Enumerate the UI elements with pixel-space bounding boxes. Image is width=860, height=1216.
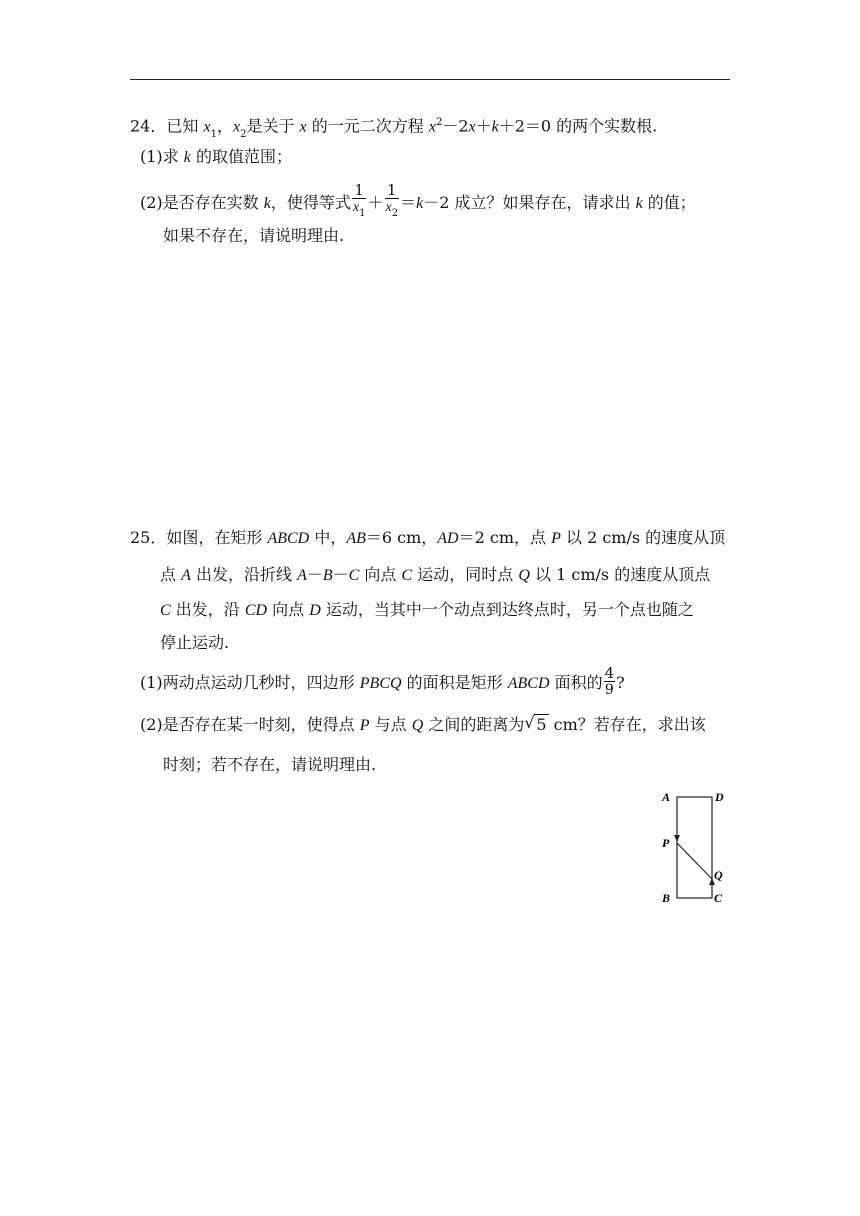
q25-part1: (1)两动点运动几秒时，四边形 PBCQ 的面积是矩形 ABCD 面积的 $\frac{4}{9}$ ? — [140, 664, 625, 698]
q25-part2-cont: 时刻；若不存在，请说明理由. — [163, 755, 377, 774]
label-P: P — [662, 836, 670, 850]
label-B: B — [662, 891, 671, 905]
q24-stem: 24．已知 $x_1$，$x_2$是关于 x 的一元二次方程 $x^2-2x+k+2=0$ 的两个实数根. — [130, 116, 658, 140]
rectangle-abcd — [677, 797, 712, 898]
fraction-4-over-9: $\frac{4}{9}$ — [604, 664, 615, 698]
label-D: D — [715, 790, 724, 804]
label-A: A — [662, 790, 671, 804]
q24-part2-cont: 如果不存在，请说明理由. — [163, 226, 345, 245]
q25-line1: 25．如图，在矩形 ABCD 中，AB＝6 cm，AD＝2 cm，点 P 以 2 cm/s 的速度从顶 — [130, 528, 726, 547]
q25-line2: 点 A 出发，沿折线 A－B－C 向点 C 运动，同时点 Q 以 1 cm/s 的速度从顶点 — [160, 565, 711, 584]
q25-line3: C 出发，沿 CD 向点 D 运动，当其中一个动点到达终点时，另一个点也随之 — [160, 600, 694, 619]
sqrt-5: √ 5 — [524, 713, 547, 734]
label-C: C — [714, 891, 723, 905]
header-rule — [130, 79, 730, 80]
fraction-1-over-x1: $\frac{1}{x_1}$ — [352, 181, 366, 219]
label-Q: Q — [714, 868, 723, 882]
q25-part2: (2)是否存在某一时刻，使得点 P 与点 Q 之间的距离为 √ 5 cm？若存在，求出该 — [140, 713, 706, 734]
arrow-p-down — [674, 835, 680, 842]
fraction-1-over-x2: $\frac{1}{x_2}$ — [385, 181, 399, 219]
q24-part1: (1)求 k 的取值范围； — [140, 147, 292, 166]
q25-line4: 停止运动. — [160, 633, 230, 652]
segment-pq — [677, 843, 712, 879]
rectangle-figure — [650, 783, 740, 913]
q24-part2: (2)是否存在实数 k，使得等式 $\frac{1}{x_1}$ ＋ $\frac{1}{x_2}$ ＝k－2 成立？如果存在，请求出 k 的值； — [140, 181, 696, 219]
